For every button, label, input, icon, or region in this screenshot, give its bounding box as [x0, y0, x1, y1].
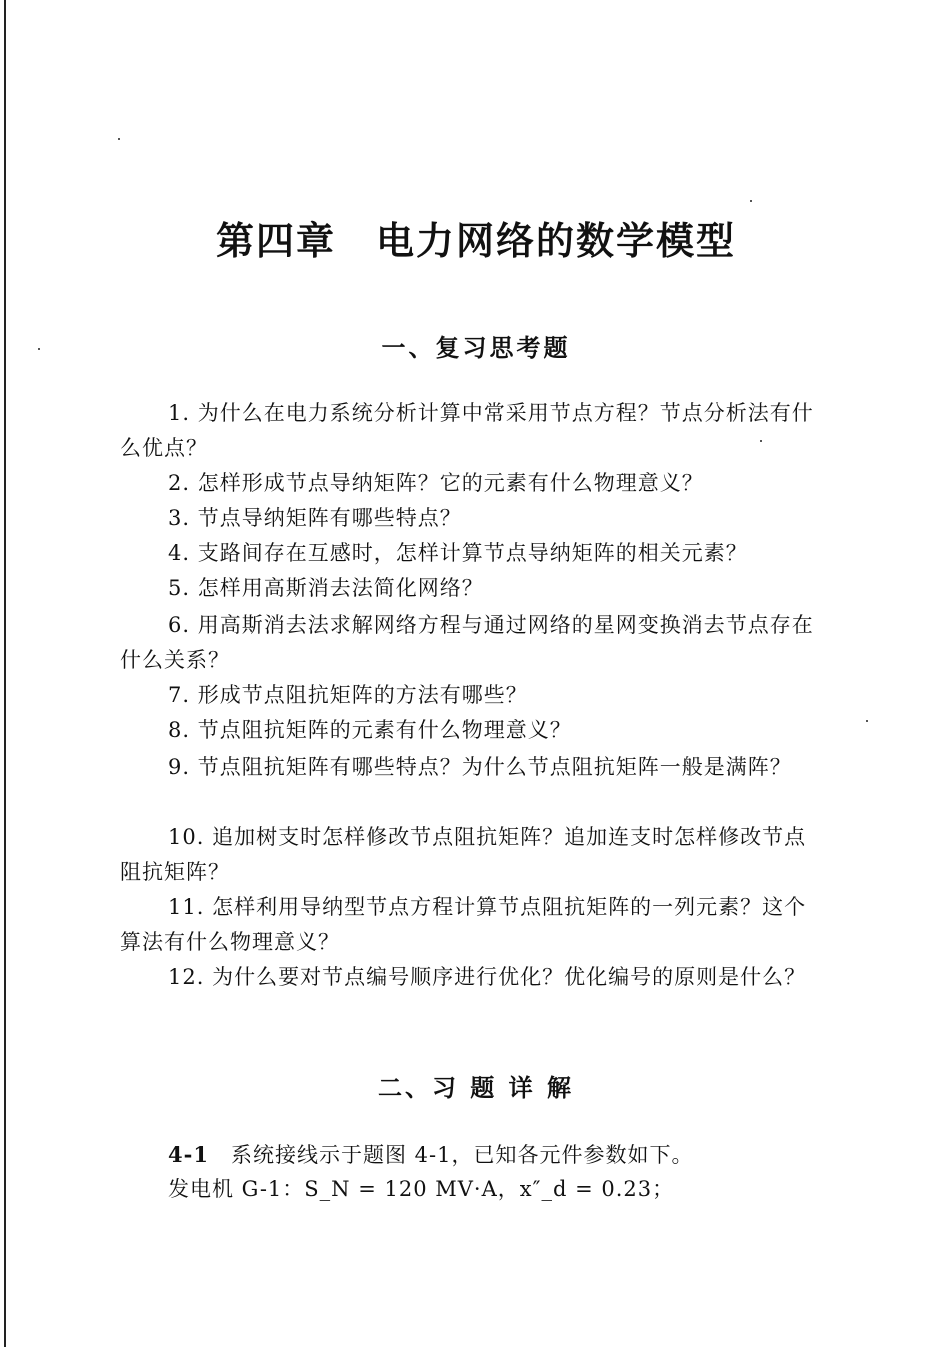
exercise-4-1 [168, 1138, 828, 1172]
section-title-exercises: 二、习 题 详 解 [377, 1073, 575, 1102]
exercise-intro: 系统接线示于题图 4-1，已知各元件参数如下。 [230, 1143, 694, 1167]
question-10: 10. 追加树支时怎样修改节点阻抗矩阵？追加连支时怎样修改节点阻抗矩阵？ [120, 825, 807, 884]
question-3: 3. 节点导纳矩阵有哪些特点？ [168, 506, 462, 530]
scan-speck [750, 200, 752, 202]
question-9: 9. 节点阻抗矩阵有哪些特点？为什么节点阻抗矩阵一般是满阵？ [168, 755, 792, 779]
scan-speck [118, 138, 120, 140]
scan-speck [38, 348, 40, 350]
exercise-generator-line: 发电机 G-1：S_N = 120 MV·A，x″_d = 0.23； [168, 1177, 675, 1201]
chapter-title [0, 210, 952, 265]
question-5: 5. 怎样用高斯消去法简化网络？ [168, 576, 484, 600]
question-4: 4. 支路间存在互感时，怎样计算节点导纳矩阵的相关元素？ [168, 541, 748, 565]
question-12: 12. 为什么要对节点编号顺序进行优化？优化编号的原则是什么？ [168, 965, 807, 989]
question-8: 8. 节点阻抗矩阵的元素有什么物理意义？ [168, 718, 572, 742]
section-title-review: 一、复习思考题 [381, 333, 571, 362]
question-6: 6. 用高斯消去法求解网络方程与通过网络的星网变换消去节点存在什么关系？ [120, 613, 814, 672]
question-2: 2. 怎样形成节点导纳矩阵？它的元素有什么物理意义？ [168, 471, 704, 495]
chapter-number: 第四章 [215, 218, 336, 263]
scan-speck [760, 440, 762, 442]
question-1: 1. 为什么在电力系统分析计算中常采用节点方程？节点分析法有什么优点？ [120, 401, 814, 460]
page-left-border [4, 0, 6, 1347]
chapter-name: 电力网络的数学模型 [376, 218, 737, 263]
exercise-number: 4-1 [168, 1142, 209, 1167]
question-7: 7. 形成节点阻抗矩阵的方法有哪些？ [168, 683, 528, 707]
scan-speck [866, 720, 868, 722]
question-11: 11. 怎样利用导纳型节点方程计算节点阻抗矩阵的一列元素？这个算法有什么物理意义？ [120, 895, 807, 954]
